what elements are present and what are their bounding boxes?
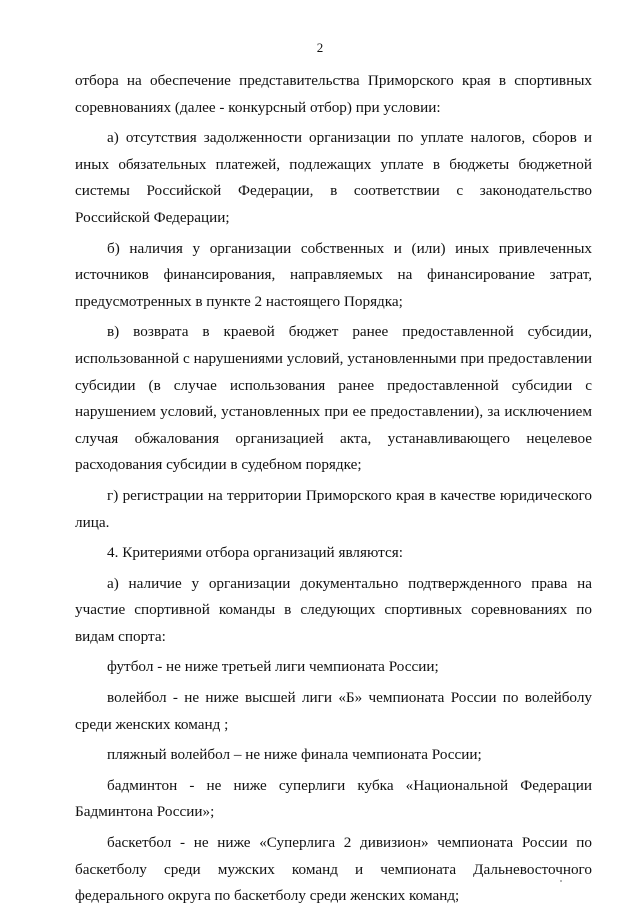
paragraph-criterion-a: а) наличие у организации документально подтвержденного права на участие спортивной команды в следующих спортивных соревнованиях по видам спорта: — [75, 574, 592, 645]
paragraph-condition-g: г) регистрации на территории Приморского края в качестве юридического лица. — [75, 486, 592, 531]
paragraph-basketball: баскетбол - не ниже «Суперлига 2 дивизион» чемпионата России по баскетболу среди мужских команд и чемпионата Дальневосточного федерального округа по баскетболу среди женских команд; — [75, 834, 592, 905]
paragraph-badminton: бадминтон - не ниже суперлиги кубка «Национальной Федерации Бадминтона России»; — [75, 776, 592, 821]
paragraph-condition-v: в) возврата в краевой бюджет ранее предоставленной субсидии, использованной с нарушениями условий, установленными при предоставлении субсидии (в случае использования ранее предоставленной субсидии с нарушением условий, установленных при ее предоставлении), за исключением случая обжалования организацией акта, устанавливающего нецелевое расходования субсидии в судебном порядке; — [75, 323, 592, 474]
paragraph-intro-continuation: отбора на обеспечение представительства Приморского края в спортивных соревнованиях (далее - конкурсный отбор) при условии: — [75, 72, 592, 116]
paragraph-beach-volleyball: пляжный волейбол – не ниже финала чемпионата России; — [107, 746, 482, 764]
document-body — [75, 68, 592, 910]
page-number: 2 — [316, 40, 324, 55]
scan-artifact-dot — [560, 880, 562, 882]
paragraph-section-4-heading: 4. Критериями отбора организаций являются: — [107, 544, 403, 562]
paragraph-volleyball: волейбол - не ниже высшей лиги «Б» чемпионата России по волейболу среди женских команд ; — [75, 689, 592, 733]
paragraph-condition-a: а) отсутствия задолженности организации по уплате налогов, сборов и иных обязательных платежей, подлежащих уплате в бюджеты бюджетной системы Российской Федерации, в соответствии с законодательство Российской Федерации; — [75, 129, 592, 226]
paragraph-condition-b: б) наличия у организации собственных и (или) иных привлеченных источников финансирования, направляемых на финансирование затрат, предусмотренных в пункте 2 настоящего Порядка; — [75, 239, 592, 310]
paragraph-football: футбол - не ниже третьей лиги чемпионата России; — [107, 658, 439, 676]
